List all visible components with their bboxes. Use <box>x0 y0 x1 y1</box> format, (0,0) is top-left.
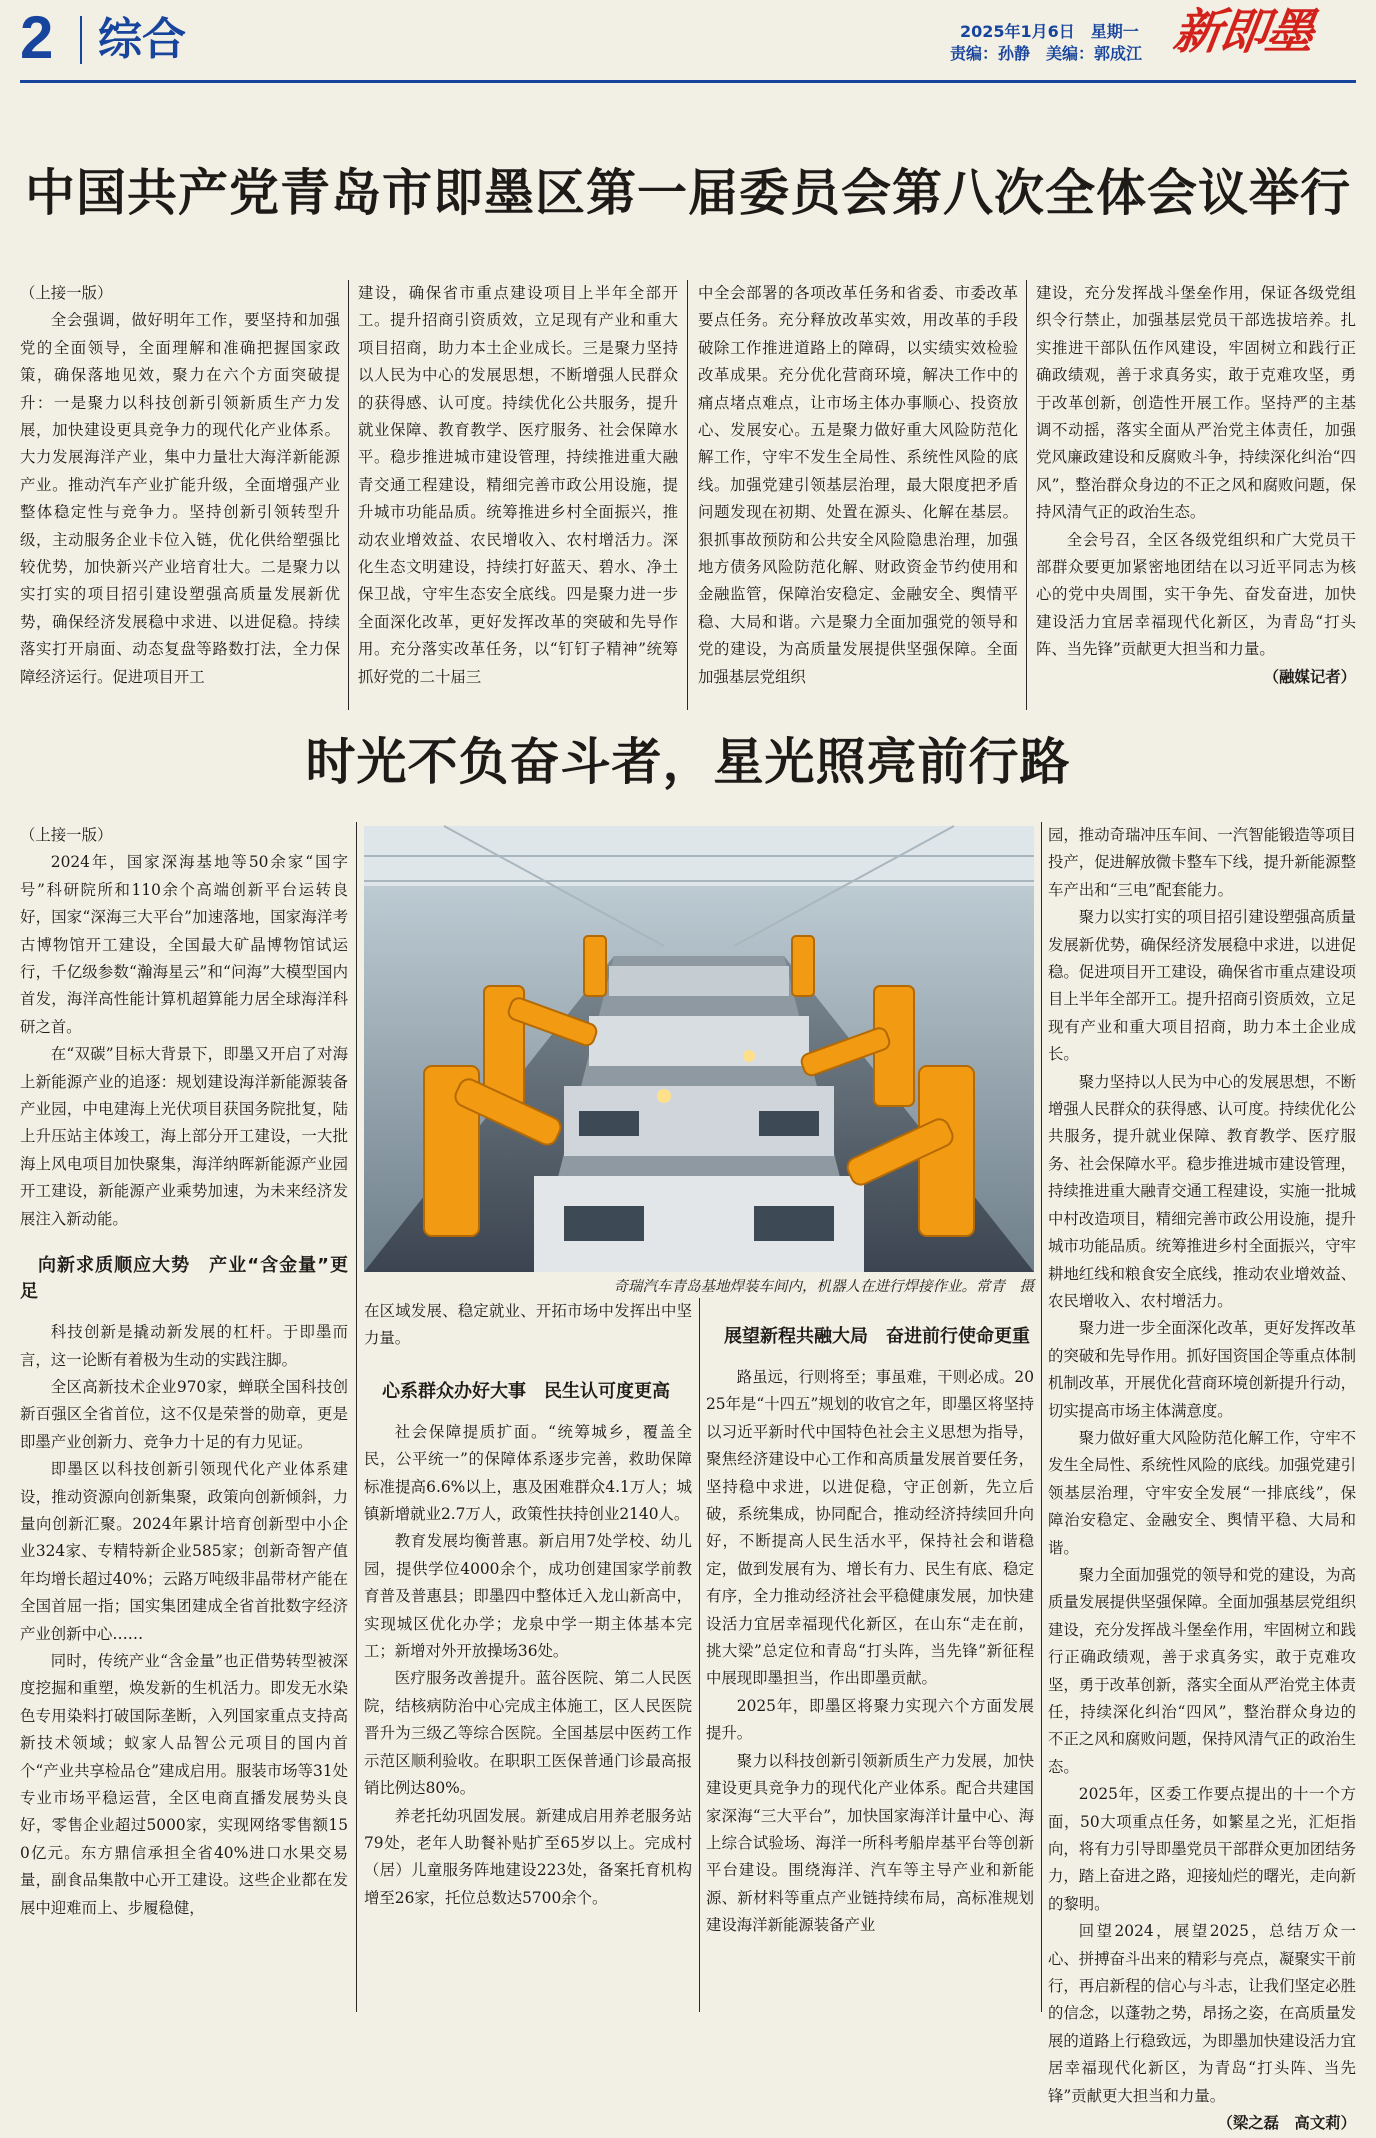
article2-col2-para: 社会保障提质扩面。“统筹城乡，覆盖全民，公平统一”的保障体系逐步完善，救助保障标准提高6.6%以上，惠及困难群众4.1万人；城镇新增就业2.7万人，政策性扶持创业2140人。 <box>364 1422 692 1524</box>
article2-col2-para: 在区域发展、稳定就业、开拓市场中发挥出中坚力量。 <box>364 1302 692 1348</box>
article2-col4-para: 聚力全面加强党的领导和党的建设，为高质量发展提供坚强保障。全面加强基层党组织建设，充分发挥战斗堡垒作用，牢固树立和践行正确政绩观，善于求真务实，敢于克难攻坚，勇于改革创新，落实全面从严治党主体责任，持续深化纠治“四风”，整治群众身边的不正之风和腐败问题，保持风清气正的政治生态。 <box>1048 1565 1356 1776</box>
article2-column-2 <box>364 1298 692 2014</box>
article2-col1-para: 同时，传统产业“含金量”也正借势转型被深度挖掘和重塑，焕发新的生机活力。即发无水染色专用染料打破国际垄断，入列国家重点支持高新技术领域；蚁家人品智公元项目的国内首个“产业共享检品仓”建成启用。服装市场等31处专业市场平稳运营，全区电商直播发展势头良好，零售企业超过5000家，实现网络零售额150亿元。东方鼎信承担全省40%进口水果交易量，副食品集散中心开工建设。这些企业都在发展中迎难而上、步履稳健， <box>20 1651 348 1917</box>
subheading-livelihood: 心系群众办好大事 民生认可度更高 <box>382 1380 670 1402</box>
photo-caption: 奇瑞汽车青岛基地焊装车间内，机器人在进行焊接作业。常青 摄 <box>613 1279 1034 1295</box>
article2-col1-para: 全区高新技术企业970家，蝉联全国科技创新百强区全省首位，这不仅是荣誉的勋章，更是即墨产业创新力、竞争力十足的有力见证。 <box>20 1377 348 1451</box>
article2-column-3 <box>706 1320 1034 2014</box>
article1-column-3 <box>698 280 1018 710</box>
subheading-innovation: 向新求质顺应大势 产业“含金量”更足 <box>20 1255 348 1303</box>
article2-col2-para: 医疗服务改善提升。蓝谷医院、第二人民医院，结核病防治中心完成主体施工，区人民医院晋升为三级乙等综合医院。全国基层中医药工作示范区顺利验收。在职职工医保普通门诊最高报销比例达80%。 <box>364 1669 692 1798</box>
article2-column-4 <box>1048 822 1356 2133</box>
article1-col1-para: 全会强调，做好明年工作，要坚持和加强党的全面领导，全面理解和准确把握国家政策，确保落地见效，聚力在六个方面突破提升：一是聚力以科技创新引领新质生产力发展，加快建设更具竞争力的现代化产业体系。大力发展海洋产业，集中力量壮大海洋新能源产业。推动汽车产业扩能升级，全面增强产业整体稳定性与竞争力。坚持创新引领转型升级，主动服务企业卡位入链，优化供给塑强比较优势，加快新兴产业培育壮大。二是聚力以实打实的项目招引建设塑强高质量发展新优势，确保经济发展稳中求进、以进促稳。持续落实打开扇面、动态复盘等路数打法，全力保障经济运行。促进项目开工 <box>20 311 340 686</box>
factory-robot-photo <box>364 826 1034 1272</box>
article1-column-1 <box>20 280 340 710</box>
article2-headline: 时光不负奋斗者，星光照亮前行路 <box>305 733 1071 791</box>
article2-col4-para: 聚力坚持以人民为中心的发展思想，不断增强人民群众的获得感、认可度。持续优化公共服务，提升就业保障、教育教学、医疗服务、社会保障水平。稳步推进城市建设管理，持续推进重大融青交通工程建设，实施一批城中村改造项目，精细完善市政公用设施，提升城市功能品质。统筹推进乡村全面振兴，守牢耕地红线和粮食安全底线，推动农业增效益、农民增收入、农村增活力。 <box>1048 1072 1356 1310</box>
article1-headline: 中国共产党青岛市即墨区第一届委员会第八次全体会议举行 <box>25 164 1351 222</box>
masthead-divider <box>80 16 82 64</box>
article2-col1-para: 科技创新是撬动新发展的杠杆。于即墨而言，这一论断有着极为生动的实践注脚。 <box>20 1323 348 1369</box>
article1-col3-para: 中全会部署的各项改革任务和省委、市委改革要点任务。充分释放改革实效，用改革的手段破除工作推进道路上的障碍，以实绩实效检验改革成果。充分优化营商环境，解决工作中的痛点堵点难点，让市场主体办事顺心、投资放心、发展安心。五是聚力做好重大风险防范化解工作，守牢不发生全局性、系统性风险的底线。加强党建引领基层治理，最大限度把矛盾问题发现在初期、处置在源头、化解在基层。狠抓事故预防和公共安全风险隐患治理，加强地方债务风险防范化解、财政资金节约使用和金融监管，保障治安稳定、金融安全、舆情平稳、大局和谐。六是聚力全面加强党的领导和党的建设，为高质量发展提供坚强保障。全面加强基层党组织 <box>698 284 1018 686</box>
column-divider <box>687 280 688 710</box>
article2-col2-para: 教育发展均衡普惠。新启用7处学校、幼儿园，提供学位4000余个，成功创建国家学前教育普及普惠县；即墨四中整体迁入龙山新高中，实现城区优化办学；龙泉中学一期主体基本完工；新增对外开放操场36处。 <box>364 1532 692 1661</box>
article2-col4-para: 聚力进一步全面深化改革，更好发挥改革的突破和先导作用。抓好国资国企等重点体制机制改革，开展优化营商环境创新提升行动，切实提高市场主体满意度。 <box>1048 1319 1356 1420</box>
column-divider <box>1041 822 1042 2012</box>
article2-col3-para: 2025年，即墨区将聚力实现六个方面发展提升。 <box>706 1696 1034 1743</box>
page-number: 2 <box>20 4 54 71</box>
article2-col4-para: 聚力做好重大风险防范化解工作，守牢不发生全局性、系统性风险的底线。加强党建引领基层治理，守牢安全发展“一排底线”，保障治安稳定、金融安全、舆情平稳、大局和谐。 <box>1048 1428 1356 1557</box>
column-divider <box>1026 280 1027 710</box>
article2-col1-para: 即墨区以科技创新引领现代化产业体系建设，推动资源向创新集聚，政策向创新倾斜，力量向创新汇聚。2024年累计培育创新型中小企业324家、专精特新企业585家；创新奇智产值年均增长超过40%；云路万吨级非晶带材产能在全国首屈一指；国实集团建成全省首批数字经济产业创新中心…… <box>20 1460 348 1643</box>
article2-col1-para: 在“双碳”目标大背景下，即墨又开启了对海上新能源产业的追逐：规划建设海洋新能源装备产业园，中电建海上光伏项目获国务院批复，陆上升压站主体竣工，海上部分开工建设，一大批海上风电项目加快聚集，海洋纳晖新能源产业园开工建设，新能源产业乘势加速，为未来经济发展注入新动能。 <box>20 1045 348 1228</box>
article2-col4-para: 回望2024，展望2025，总结万众一心、拼搏奋斗出来的精彩与亮点，凝聚实干前行，再启新程的信心与斗志，让我们坚定必胜的信念，以蓬勃之势，昂扬之姿，在高质量发展的道路上行稳致远，为即墨加快建设活力宜居幸福现代化新区，为青岛“打头阵、当先锋”贡献更大担当和力量。 <box>1048 1922 1356 2105</box>
article1-column-4 <box>1036 280 1356 710</box>
factory-photo-illustration <box>364 826 1034 1272</box>
article2-signature: （梁之磊 高文莉） <box>1217 2114 1356 2133</box>
article1-col2-para: 建设，确保省市重点建设项目上半年全部开工。提升招商引资质效，立足现有产业和重大项目招商，助力本土企业成长。三是聚力坚持以人民为中心的发展思想，不断增强人民群众的获得感、认可度。持续优化公共服务，提升就业保障、教育教学、医疗服务、社会保障水平。稳步推进城市建设管理，持续推进重大融青交通工程建设，精细完善市政公用设施，提升城市功能品质。统筹推进乡村全面振兴，推动农业增效益、农民增收入、农村增活力。深化生态文明建设，持续打好蓝天、碧水、净土保卫战，守牢生态安全底线。四是聚力进一步全面深化改革，更好发挥改革的突破和先导作用。充分落实改革任务，以“钉钉子精神”统筹抓好党的二十届三 <box>358 284 678 686</box>
masthead-rule <box>20 80 1356 83</box>
column-divider <box>699 1298 700 2012</box>
article2-col4-para: 2025年，区委工作要点提出的十一个方面，50大项重点任务，如繁星之光，汇炬指向，将有力引导即墨党员干部群众更加团结务力，踏上奋进之路，迎接灿烂的曙光，走向新的黎明。 <box>1048 1785 1356 1913</box>
editors-line: 责编：孙静 美编：郭成江 <box>950 44 1143 63</box>
article1-signature: （融媒记者） <box>1263 667 1356 686</box>
article1-col1-para: （上接一版） <box>20 284 113 302</box>
article2-col4-para: 聚力以实打实的项目招引建设塑强高质量发展新优势，确保经济发展稳中求进，以进促稳。促进项目开工建设，确保省市重点建设项目上半年全部开工。提升招商引资质效，立足现有产业和重大项目招商，助力本土企业成长。 <box>1048 908 1356 1064</box>
section-title: 综合 <box>98 14 186 65</box>
article2-column-1 <box>20 822 348 2014</box>
article1-column-2 <box>358 280 678 710</box>
column-divider <box>348 280 349 710</box>
subheading-outlook: 展望新程共融大局 奋进前行使命更重 <box>724 1326 1030 1347</box>
column-divider <box>356 822 357 2012</box>
article2-col1-para: 2024年，国家深海基地等50余家“国字号”科研院所和110余个高端创新平台运转良好，国家“深海三大平台”加速落地，国家海洋考古博物馆开工建设，全国最大矿晶博物馆试运行，千亿级参数“瀚海星云”和“问海”大模型国内首发，海洋高性能计算机超算能力居全球海洋科研之首。 <box>20 853 348 1036</box>
article2-col3-para: 聚力以科技创新引领新质生产力发展，加快建设更具竞争力的现代化产业体系。配合共建国家深海“三大平台”，加快国家海洋计量中心、海上综合试验场、海洋一所科考船岸基平台等创新平台建设。围绕海洋、汽车等主导产业和新能源、新材料等重点产业链持续布局，高标准规划建设海洋新能源装备产业 <box>706 1751 1034 1935</box>
article2-col4-para: 园，推动奇瑞冲压车间、一汽智能锻造等项目投产，促进解放微卡整车下线，提升新能源整车产出和“三电”配套能力。 <box>1048 826 1356 899</box>
newspaper-logo: 新即墨 <box>1170 4 1316 60</box>
article1-col4-para: 全会号召，全区各级党组织和广大党员干部群众要更加紧密地团结在以习近平同志为核心的党中央周围，实干争先、奋发奋进，加快建设活力宜居幸福现代化新区，为青岛“打头阵、当先锋”贡献更大担当和力量。 <box>1036 530 1356 659</box>
article1-col4-para: 建设，充分发挥战斗堡垒作用，保证各级党组织令行禁止，加强基层党员干部选拔培养。扎实推进干部队伍作风建设，牢固树立和践行正确政绩观，善于求真务实，敢于克难攻坚，勇于改革创新，创造性开展工作。坚持严的主基调不动摇，落实全面从严治党主体责任，加强党风廉政建设和反腐败斗争，持续深化纠治“四风”，整治群众身边的不正之风和腐败问题，保持风清气正的政治生态。 <box>1036 284 1356 522</box>
article2-col2-para: 养老托幼巩固发展。新建成启用养老服务站79处，老年人助餐补贴扩至65岁以上。完成村（居）儿童服务阵地建设223处，备案托育机构增至26家，托位总数达5700余个。 <box>364 1806 692 1907</box>
date-line: 2025年1月6日 星期一 <box>960 22 1139 41</box>
article2-col1-para: （上接一版） <box>20 826 113 844</box>
article2-col3-para: 路虽远，行则将至；事虽难，干则必成。2025年是“十四五”规划的收官之年，即墨区将坚持以习近平新时代中国特色社会主义思想为指导，聚焦经济建设中心工作和高质量发展首要任务，坚持稳中求进，以进促稳，守正创新，先立后破，系统集成，协同配合，推动经济持续回升向好，不断提高人民生活水平，保持社会和谐稳定，做到发展有为、增长有力、民生有底、稳定有序，全力推动经济社会平稳健康发展，加快建设活力宜居幸福现代化新区，在山东“走在前，挑大梁”总定位和青岛“打头阵，当先锋”新征程中展现即墨担当，作出即墨贡献。 <box>706 1368 1034 1688</box>
